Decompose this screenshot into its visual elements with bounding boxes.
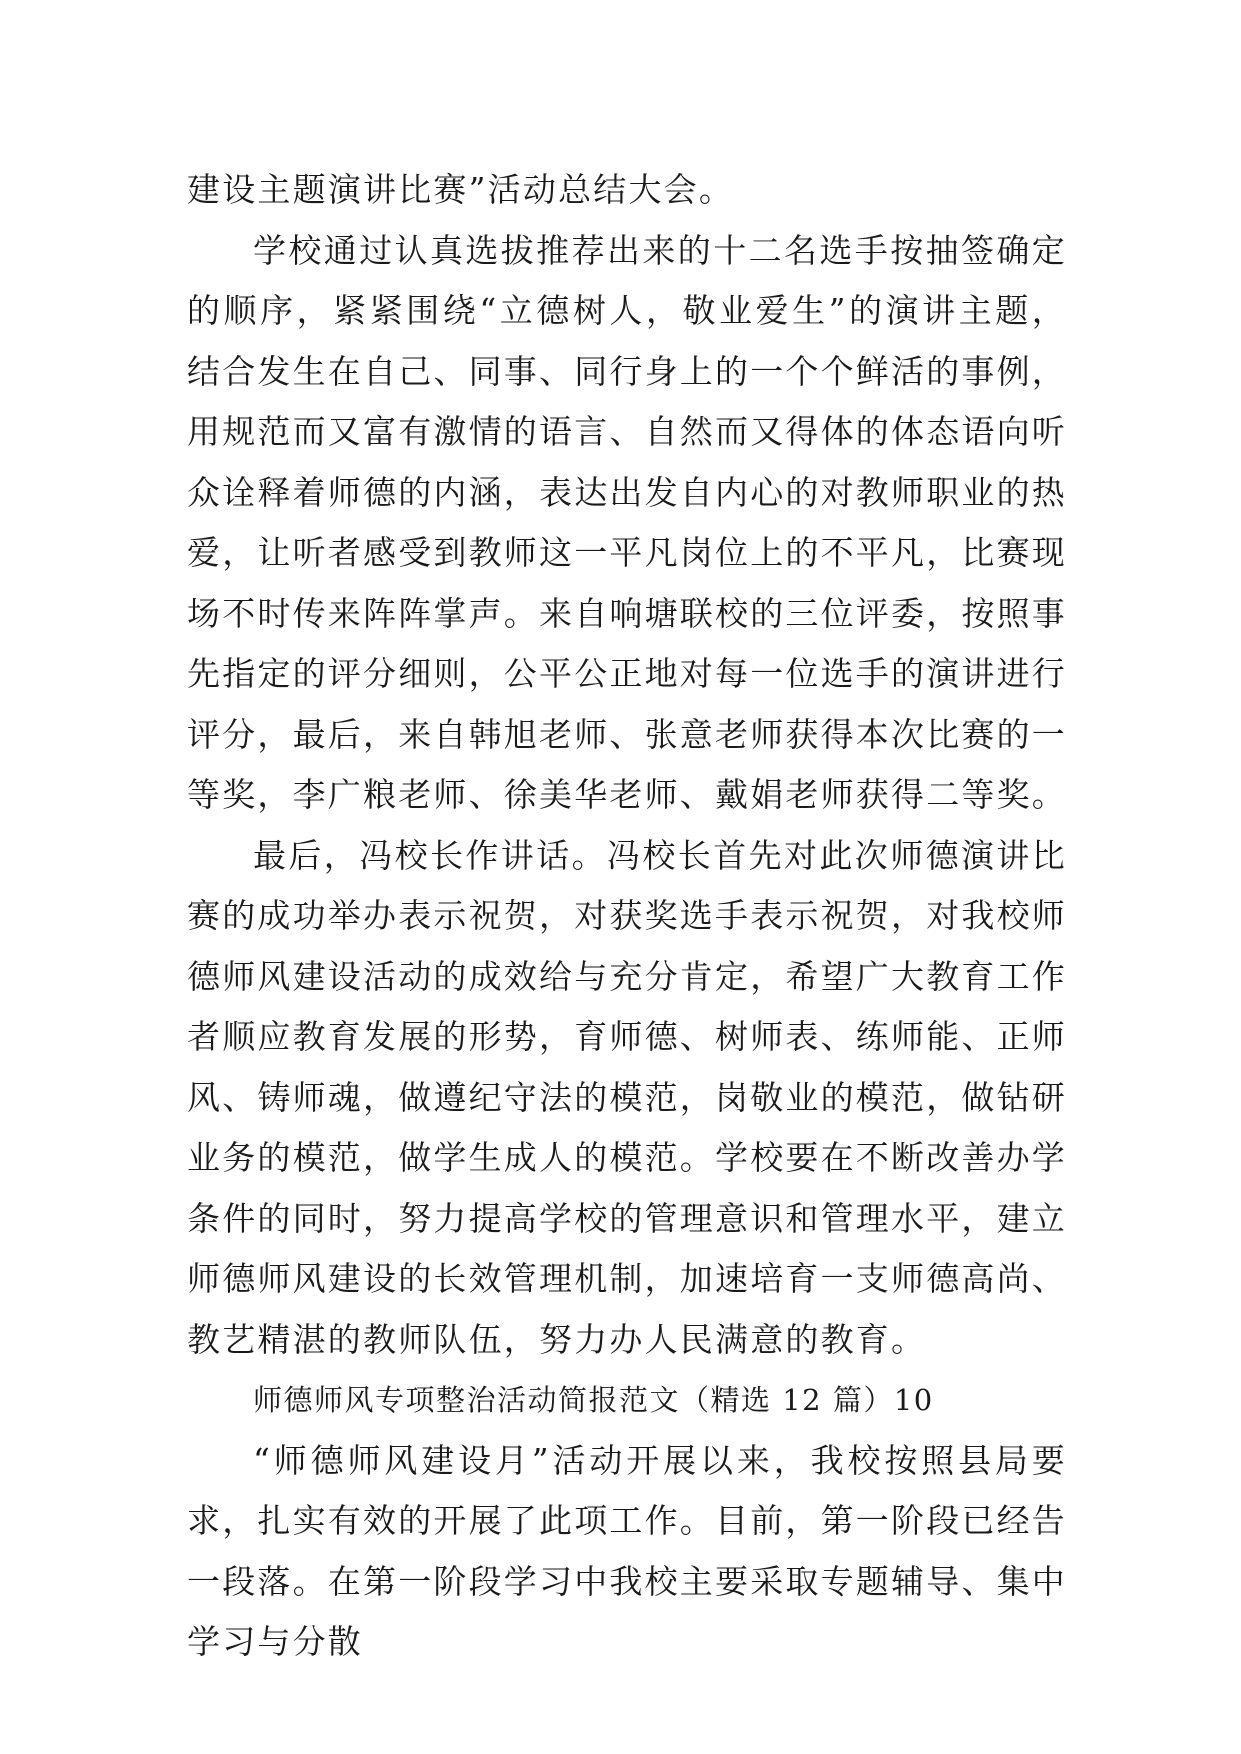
paragraph-continuation: 建设主题演讲比赛”活动总结大会。 [187,170,735,209]
paragraph-principal-speech: 最后，冯校长作讲话。冯校长首先对此次师德演讲比赛的成功举办表示祝贺，对获奖选手表示祝贺，对我校师德师风建设活动的成效给与充分肯定，希望广大教育工作者顺应教育发展的形势，育师德、树师表、练师能、正师风、铸师魂，做遵纪守法的模范，岗敬业的模范，做钻研业务的模范，做学生成人的模范。学校要在不断改善办学条件的同时，努力提高学校的管理意识和管理水平，建立师德师风建设的长效管理机制，加速培育一支师德高尚、教艺精湛的教师队伍，努力办人民满意的教育。 [187,835,1067,1359]
paragraph-activity-intro: “师德师风建设月”活动开展以来，我校按照县局要求，扎实有效的开展了此项工作。目前，第一阶段已经告一段落。在第一阶段学习中我校主要采取专题辅导、集中学习与分散 [187,1440,1067,1661]
body-text [187,160,1067,1673]
section-heading: 师德师风专项整治活动简报范文（精选 12 篇）10 [253,1383,934,1417]
paragraph-competition: 学校通过认真选拔推荐出来的十二名选手按抽签确定的顺序，紧紧围绕“立德树人，敬业爱生”的演讲主题，结合发生在自己、同事、同行身上的一个个鲜活的事例，用规范而又富有激情的语言、自然而又得体的体态语向听众诠释着师德的内涵，表达出发自内心的对教师职业的热爱，让听者感受到教师这一平凡岗位上的不平凡，比赛现场不时传来阵阵掌声。来自响塘联校的三位评委，按照事先指定的评分细则，公平公正地对每一位选手的演讲进行评分，最后，来自韩旭老师、张意老师获得本次比赛的一等奖，李广粮老师、徐美华老师、戴娟老师获得二等奖。 [187,230,1067,814]
